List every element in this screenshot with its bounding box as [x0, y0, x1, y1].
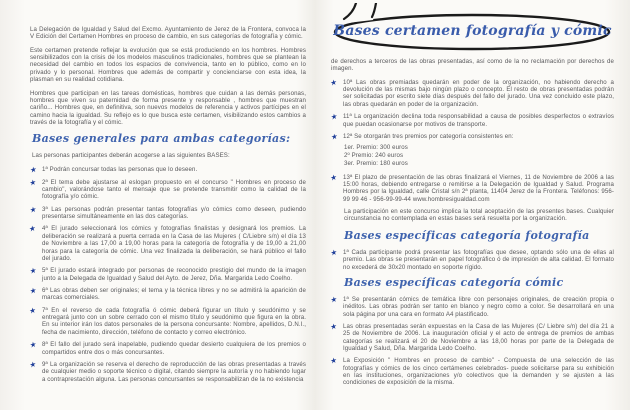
star-icon: ★ [28, 223, 36, 235]
values-paragraph: Hombres que participan en las tareas domésticas, hombres que cuidan a las demás personas, hombres que viven su paternidad de forma presente y responsable , hombres que muestran cariño... Hombres que, en definitiva, son nuevos modelos de referencia y activos partícipes en el camino hacia la igualdad. Su reflejo es lo que busca este certamen, visibilizando estos cambios a través de la fotografía y el cómic. [30, 89, 306, 126]
base-item-9 [30, 361, 306, 383]
photo-bases-heading: Bases específicas categoría fotografía [344, 228, 590, 242]
base-item-text: 8ª El fallo del jurado será inapelable, pudiendo quedar desierto cualquiera de los premios o compartidos entre dos o más concursantes. [42, 341, 306, 356]
base-item-text: 1ª Se presentarán cómics de temática libre con personajes originales, de creación propia o inéditos. Las obras podrán ser tanto en blanco y negro como a color. Se desarrollará en una sola página por una cara en formato A4 plastificado. [343, 295, 614, 318]
base-item-text: 2ª El tema debe ajustarse al eslogan propuesto en el concurso " Hombres en proceso de cambio", valorándose tanto el mensaje que se pretende transmitir como la calidad de la fotografía y/o cómic. [42, 178, 306, 201]
photo-base-item-1 [331, 249, 614, 271]
base-item-3 [30, 206, 306, 221]
base-item-7 [30, 307, 306, 336]
base-item-1 [30, 166, 306, 174]
exhibition-item [331, 323, 614, 352]
general-bases-heading: Bases generales para ambas categorías: [32, 132, 291, 146]
star-icon: ★ [329, 355, 338, 367]
star-icon: ★ [29, 359, 37, 370]
base-item-text: 5ª El jurado estará integrado por personas de reconocido prestigio del mundo de la imagen junto a la Delegada de Igualdad y Salud del Ayto. de Jerez, Dña. Margarida Ledo Coelho. [42, 267, 306, 282]
base-item-text: 13ª El plazo de presentación de las obras finalizará el Viernes, 11 de Noviembre de 2006 a las 15:00 horas, debiendo entregarse o remitirse a la Delegación de Igualdad y Salud. Programa Hombres por la Igualdad, calle Cristal s/n 2ª planta, 11404 Jerez de la Frontera. Teléfonos: 956-99 99 46 - 956-99-99-44 www.hombresigualdad.com [343, 173, 614, 203]
leaflet-title: Bases certamen fotografía y cómic [333, 23, 612, 39]
page-right [315, 0, 630, 410]
base-item-12 [331, 133, 614, 141]
star-icon: ★ [329, 321, 338, 332]
context-paragraph: Este certamen pretende reflejar la evolución que se está produciendo en los hombres. Hombres sensibilizados con la crisis de los modelos masculinos tradicionales, hombres que se plantean la necesidad del cambio en todos los espacios de convivencia, tanto en lo público, como en lo privado y lo personal. Hombres que además de compartir y concienciarse con esta idea, la plasman en su realidad cotidiana. [30, 46, 306, 84]
base-item-text: 12ª Se otorgarán tres premios por categoría consistentes en: [343, 132, 514, 140]
base-item-text: 6ª Las obras deben ser originales; el tema y la técnica libres y no se admitirá la aparición de marcas comerciales. [42, 286, 306, 302]
base-item-text: 10ª Las obras premiadas quedarán en poder de la organización, no habiendo derecho a devolución de las mismas bajo ningún plazo o concepto. El resto de obras presentadas podrán ser solicitadas por escrito siete días después del fallo del jurado. Una vez concluido este plazo, las obras quedarán en poder de la organización. [343, 78, 614, 108]
base-item-2 [30, 179, 306, 201]
base-item-text: 7ª En el reverso de cada fotografía ó cómic deberá figurar un título y seudónimo y se entregará junto con un sobre cerrado con el mismo título y seudónimo que figura en la obra. En su interior irán los datos personales de la persona concursante: Nombre, apellidos, D.N.I., fecha de nacimiento, dirección, teléfono de contacto y correo electrónico. [42, 306, 306, 336]
base-item-text: La Exposición " Hombres en proceso de cambio" - Compuesta de una selección de las fotografías y cómics de los cinco certámenes celebrados- puede solicitarse para su exhibición en las instituciones, organizaciones y/o colectivos que la demanden y se ajusten a las condiciones de exposición de la misma. [343, 357, 614, 387]
base-item-10 [331, 79, 614, 108]
comic-bases-heading: Bases específicas categoría cómic [344, 275, 564, 289]
star-icon: ★ [329, 77, 338, 88]
star-icon: ★ [28, 305, 37, 316]
base-item-text: 11ª La organización declina toda responsabilidad a causa de posibles desperfectos o extravíos que puedan ocasionarse por motivos de transporte. [343, 113, 614, 128]
star-icon: ★ [330, 247, 338, 258]
base-item-11 [331, 113, 614, 128]
prize-line-3: 3er. Premio: 180 euros [344, 159, 408, 167]
carryover-paragraph: de derechos a terceros de las obras presentadas, así como de la no reclamación por derechos de imagen. [331, 58, 614, 73]
star-icon: ★ [329, 171, 338, 183]
star-icon: ★ [330, 131, 338, 142]
base-item-4 [30, 225, 306, 262]
acceptance-paragraph: La participación en este concurso implica la total aceptación de las presentes bases. Cualquier circunstancia no contemplada en estas bases será resuelta por la organización. [344, 208, 614, 223]
star-icon: ★ [330, 294, 338, 305]
base-item-13 [329, 171, 614, 203]
base-item-8 [30, 341, 306, 356]
star-icon: ★ [29, 177, 37, 188]
base-item-text: 9ª La organización se reserva el derecho de reproducción de las obras presentadas a través de cualquier medio o soporte técnico o digital, citando siempre la autoría y no habiendo lugar a contraprestación alguna. Las personas concursantes se responsabilizan de la no existencia [42, 360, 306, 383]
base-item-5 [30, 267, 306, 282]
opening-paragraph: La Delegación de Igualdad y Salud del Excmo. Ayuntamiento de Jerez de la Frontera, convoca la V Edición del Certamen Hombres en proceso de cambio, en sus categorías de fotografía y cómic. [30, 26, 306, 41]
prize-line-1: 1er. Premio: 300 euros [344, 143, 408, 151]
star-icon: ★ [330, 111, 338, 122]
base-item-text: Las obras presentadas serán expuestas en la Casa de las Mujeres (C/ Liebre s/n) del día 21 a 25 de Noviembre de 2006. La inauguración oficial y el acto de entrega de premios de ambas categorías se realizará el 20 de Noviembre a las 18,00 horas por parte de la Delegada de Igualdad y Salud, Dña. Margarida Ledo Coelho. [343, 322, 614, 353]
exposition-item [331, 357, 614, 386]
base-item-text: 1ª Podrán concursar todas las personas que lo deseen. [42, 165, 198, 173]
base-item-text: 3ª Las personas podrán presentar tantas fotografías y/o cómics como deseen, pudiendo presentarse simultáneamente en las dos categorías. [42, 205, 306, 221]
base-item-text: 1ª Cada participante podrá presentar las fotografías que desee, optando sólo una de ellas al premio. Las obras se presentarán en papel fotográfico ó de impresión de alta calidad. El formato no excederá de 30x20 montado en soporte rígido. [343, 248, 614, 271]
star-icon: ★ [29, 164, 37, 175]
star-icon: ★ [29, 265, 37, 277]
base-item-6 [30, 287, 306, 302]
title-speech-bubble [331, 3, 614, 51]
star-icon: ★ [29, 204, 37, 215]
comic-base-item-1 [331, 296, 614, 318]
star-icon: ★ [29, 285, 37, 296]
prize-line-2: 2º Premio: 240 euros [344, 151, 404, 159]
prize-list [344, 144, 614, 168]
star-icon: ★ [29, 339, 37, 350]
bases-intro: Las personas participantes deberán acogerse a las siguientes BASES: [32, 152, 230, 160]
base-item-text: 4ª El jurado seleccionará los cómics y fotografías finalistas y designará los premios. La deliberación se realizará a puerta cerrada en la Casa de las Mujeres ( C/Liebre s/n) el día 13 de Noviembre a las 17,00 a 19,00 horas para la categoría de fotografía y de 19,00 a 21,00 horas para la categoría de cómic. Una vez finalizada la deliberación, se hará público el fallo del jurado. [42, 225, 306, 262]
